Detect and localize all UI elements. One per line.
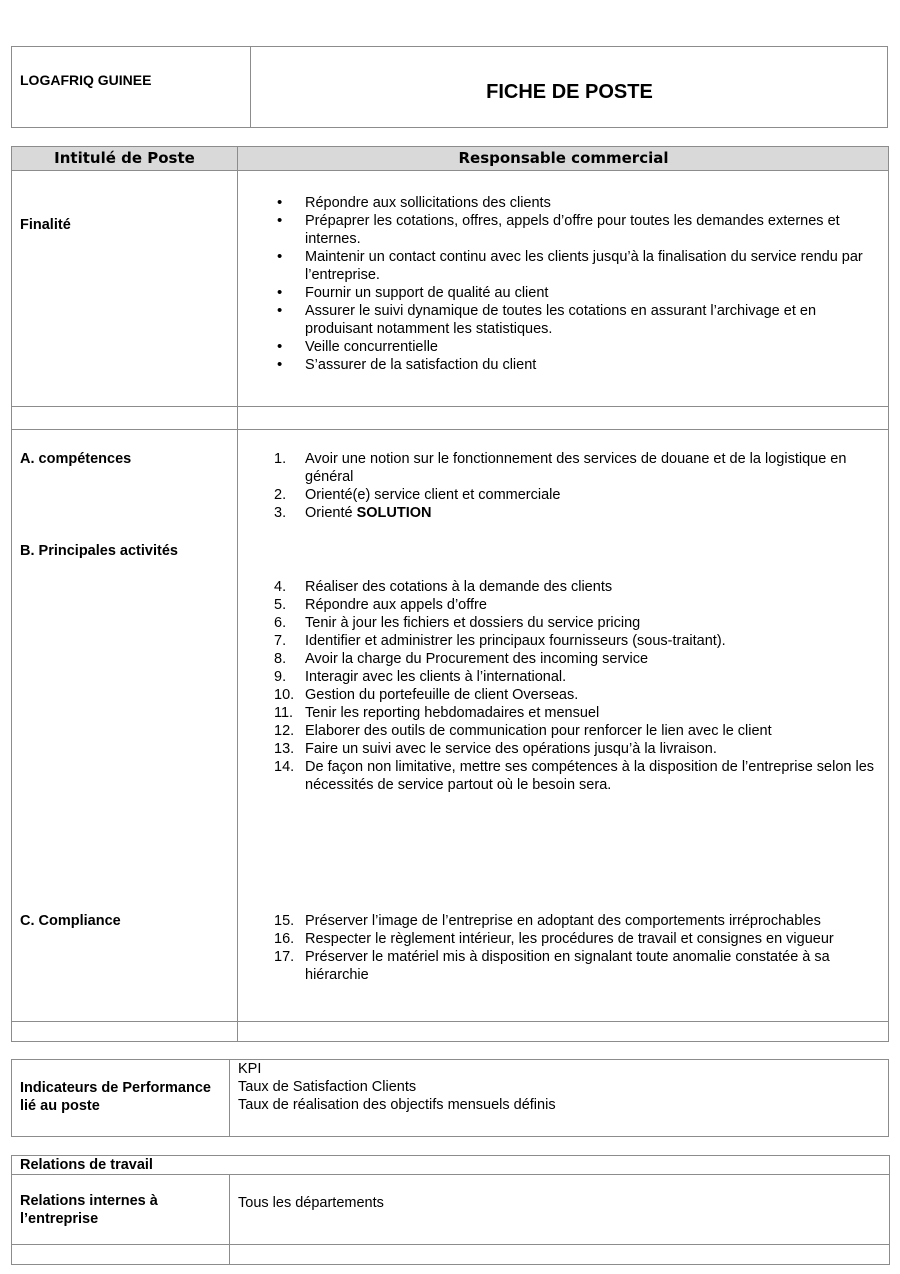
list-item xyxy=(274,704,884,722)
list-item: • Prépaprer les cotations, offres, appels d’offre pour toutes les demandes externes et internes. xyxy=(274,212,879,248)
kpi-line: Taux de Satisfaction Clients xyxy=(238,1079,417,1095)
row-line-2 xyxy=(11,429,889,430)
job-title-value: Responsable commercial xyxy=(458,149,669,167)
list-item: • Veille concurrentielle xyxy=(274,338,879,356)
list-item xyxy=(274,596,884,614)
finalite-label: Finalité xyxy=(20,217,71,233)
list-number: 4. xyxy=(274,579,287,595)
list-item xyxy=(274,650,884,668)
list-item: • Répondre aux sollicitations des clients xyxy=(274,194,879,212)
list-item: • S’assurer de la satisfaction du client xyxy=(274,356,879,374)
relations-internal-label: Relations internes à l’entreprise xyxy=(20,1193,158,1227)
activites-list xyxy=(274,578,884,794)
list-text: Avoir la charge du Procurement des incoming service xyxy=(305,651,649,667)
list-number: 15. xyxy=(274,913,295,929)
list-text: Orienté xyxy=(305,505,357,521)
page-title: FICHE DE POSTE xyxy=(486,81,653,103)
relations-bottom-line xyxy=(11,1244,890,1245)
list-item: • Maintenir un contact continu avec les clients jusqu’à la finalisation du service rendu par l’entreprise. xyxy=(274,248,879,284)
list-text: De façon non limitative, mettre ses compétences à la disposition de l’entreprise selon les nécessités de service partout où le besoin sera. xyxy=(305,759,875,793)
list-item xyxy=(274,758,884,794)
list-text: Respecter le règlement intérieur, les procédures de travail et consignes en vigueur xyxy=(305,931,834,947)
list-number: 17. xyxy=(274,949,295,965)
list-number: 6. xyxy=(274,615,287,631)
list-item xyxy=(274,740,884,758)
kpi-label: Indicateurs de Performance lié au poste xyxy=(20,1080,211,1114)
kpi-divider xyxy=(229,1059,230,1137)
list-text-bold: SOLUTION xyxy=(356,505,432,521)
list-text: Identifier et administrer les principaux fournisseurs (sous-traitant). xyxy=(305,633,726,649)
job-header-line xyxy=(11,170,889,171)
list-text: Elaborer des outils de communication pour renforcer le lien avec le client xyxy=(305,723,772,739)
list-number: 2. xyxy=(274,487,287,503)
row-line-1 xyxy=(11,406,889,407)
competences-list xyxy=(274,450,884,522)
list-number: 13. xyxy=(274,741,295,757)
list-number: 10. xyxy=(274,687,295,703)
list-text: Faire un suivi avec le service des opérations jusqu’à la livraison. xyxy=(305,741,717,757)
list-item xyxy=(274,930,884,948)
list-item xyxy=(274,450,884,486)
finalite-list xyxy=(274,194,879,374)
kpi-line: Taux de réalisation des objectifs mensuels définis xyxy=(238,1097,556,1113)
compliance-list xyxy=(274,912,884,984)
list-item xyxy=(274,632,884,650)
list-item xyxy=(274,486,884,504)
kpi-values xyxy=(238,1060,878,1114)
list-text: Tenir à jour les fichiers et dossiers du service pricing xyxy=(305,615,641,631)
list-text: Gestion du portefeuille de client Overseas. xyxy=(305,687,579,703)
list-text: Réaliser des cotations à la demande des clients xyxy=(305,579,613,595)
list-item: • Assurer le suivi dynamique de toutes les cotations en assurant l’archivage et en produisant notamment les statistiques. xyxy=(274,302,879,338)
list-item xyxy=(274,614,884,632)
relations-header-line xyxy=(11,1174,890,1175)
company-name: LOGAFRIQ GUINEE xyxy=(20,72,152,88)
list-text: Répondre aux appels d’offre xyxy=(305,597,487,613)
activites-label: B. Principales activités xyxy=(20,543,178,559)
row-line-3 xyxy=(11,1021,889,1022)
list-text: Avoir une notion sur le fonctionnement des services de douane et de la logistique en général xyxy=(305,451,847,485)
list-number: 16. xyxy=(274,931,295,947)
list-item xyxy=(274,668,884,686)
relations-header: Relations de travail xyxy=(20,1157,153,1173)
competences-label: A. compétences xyxy=(20,451,132,467)
job-table-divider xyxy=(237,146,238,1042)
list-number: 3. xyxy=(274,505,287,521)
list-text: Préserver le matériel mis à disposition en signalant toute anomalie constatée à sa hiérarchie xyxy=(305,949,830,983)
list-number: 12. xyxy=(274,723,295,739)
list-item xyxy=(274,948,884,984)
list-number: 9. xyxy=(274,669,287,685)
list-item: • Fournir un support de qualité au client xyxy=(274,284,879,302)
list-item xyxy=(274,722,884,740)
list-number: 8. xyxy=(274,651,287,667)
list-text: Tenir les reporting hebdomadaires et mensuel xyxy=(305,705,600,721)
kpi-line: KPI xyxy=(238,1061,262,1077)
list-text: Orienté(e) service client et commerciale xyxy=(305,487,561,503)
list-number: 14. xyxy=(274,759,295,775)
list-item xyxy=(274,578,884,596)
list-item xyxy=(274,686,884,704)
compliance-label: C. Compliance xyxy=(20,913,121,929)
list-text: Interagir avec les clients à l’international. xyxy=(305,669,567,685)
job-title-label: Intitulé de Poste xyxy=(54,149,195,167)
list-item xyxy=(274,504,884,522)
list-number: 5. xyxy=(274,597,287,613)
list-number: 1. xyxy=(274,451,287,467)
list-number: 7. xyxy=(274,633,287,649)
list-number: 11. xyxy=(274,705,294,721)
list-text: Préserver l’image de l’entreprise en adoptant des comportements irréprochables xyxy=(305,913,821,929)
list-item xyxy=(274,912,884,930)
relations-divider xyxy=(229,1174,230,1265)
relations-internal-value: Tous les départements xyxy=(238,1195,384,1211)
